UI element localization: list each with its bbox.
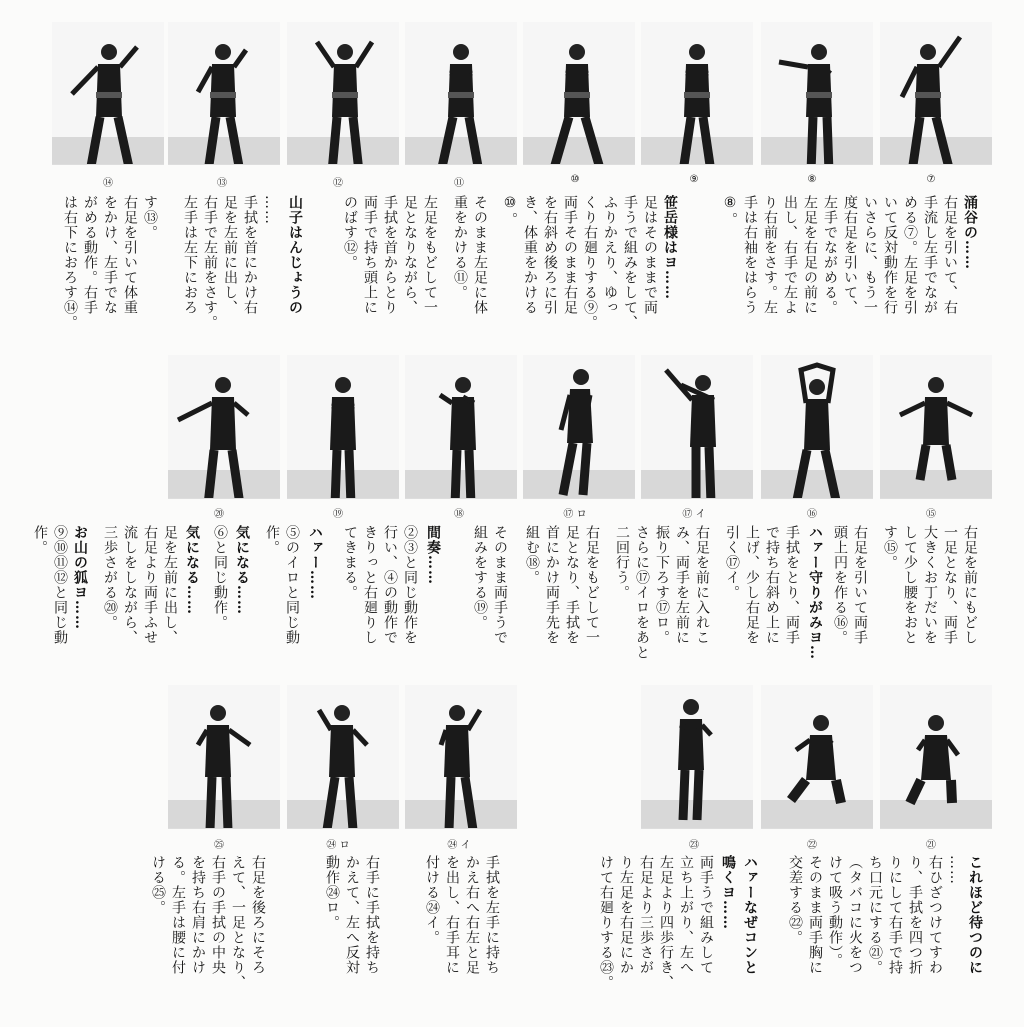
text-line: 右手に手拭を持ち <box>364 855 380 975</box>
text-line: み、両手を左前に <box>674 525 690 645</box>
text-line: 左足をもどして一 <box>422 195 438 315</box>
text-line: 動作㉔ロ。 <box>324 855 340 930</box>
text-line: をかけ、左手でな <box>102 195 118 315</box>
text-line: ふりかえり、ゆっ <box>602 195 618 315</box>
dance-photo-17ro <box>523 355 635 499</box>
text-line: 大きくお丁だいを <box>922 525 938 645</box>
dance-photo-13 <box>168 22 280 165</box>
text-line: 組みをする⑲。 <box>472 525 488 630</box>
text-line: 両手うで組みして <box>698 855 714 975</box>
text-line: 右ひざつけてすわ <box>927 855 943 975</box>
text-line: 足はそのままで両 <box>642 195 658 315</box>
text-line: 二回行う。 <box>614 525 630 600</box>
text-line: そのまま左足に体 <box>472 195 488 315</box>
section-title: ハァー守りがみヨ… <box>807 525 823 660</box>
text-line: のばす⑫。 <box>342 195 358 270</box>
section-title: 笹岳様はヨ…… <box>662 195 678 300</box>
photo-caption: ⑰ ロ <box>563 509 587 520</box>
dance-photo-8 <box>761 22 873 165</box>
text-line: ち口元にする㉑。 <box>867 855 883 975</box>
text-line: 右手の手拭の中央 <box>210 855 226 975</box>
section-title: これほど待つのに <box>967 855 983 975</box>
text-line: 手うで組みをして、 <box>622 195 638 330</box>
text-line: す⑮。 <box>882 525 898 570</box>
text-line: 右足を前に入れこ <box>694 525 710 645</box>
photo-caption: ⑳ <box>214 509 224 520</box>
section-title: 涌谷の…… <box>962 195 978 270</box>
photo-caption: ㉕ <box>214 840 224 851</box>
dance-photo-10 <box>523 22 635 165</box>
text-line: 右足を後ろにそろ <box>250 855 266 975</box>
text-line: り右前をさす。左 <box>762 195 778 315</box>
dance-photo-12 <box>287 22 399 165</box>
text-line: 流しをしながら、 <box>122 525 138 645</box>
text-line: そのまま両手うで <box>492 525 508 645</box>
text-line: 手拭を首からとり <box>382 195 398 315</box>
dance-photo-9 <box>641 22 753 165</box>
text-line: （タバコに火をつ <box>847 855 863 975</box>
text-line: 首にかけ両手先を <box>544 525 560 645</box>
text-line: 右足を引いて体重 <box>122 195 138 315</box>
section-title: ハァー…… <box>307 525 323 600</box>
photo-caption: ㉔ イ <box>447 840 471 851</box>
text-line: ⑧。 <box>722 195 738 227</box>
text-line: 足となり、手拭を <box>564 525 580 645</box>
text-line: 右足より三歩さが <box>638 855 654 975</box>
text-line: を出し、右手耳に <box>444 855 460 975</box>
text-line: ⑨⑩⑪⑫と同じ動 <box>52 525 68 645</box>
dance-photo-20 <box>168 355 280 499</box>
text-line: 手は右袖をはらう <box>742 195 758 315</box>
text-line: けて吸う動作）。 <box>827 855 843 968</box>
text-line: そのまま両手胸に <box>807 855 823 975</box>
text-line: 手拭を左手に持ち <box>484 855 500 975</box>
text-line: きりっと右廻りし <box>362 525 378 645</box>
text-line: 右手で左前をさす。 <box>202 195 218 330</box>
photo-caption: ⑩ <box>570 174 580 185</box>
dance-photo-24ro <box>287 685 399 829</box>
text-line: を持ち右肩にかけ <box>190 855 206 975</box>
section-title: 山子はんじょうの <box>287 195 303 315</box>
photo-caption: ㉑ <box>926 840 936 851</box>
text-line: 引く⑰イ。 <box>724 525 740 600</box>
text-line: 足となりながら、 <box>402 195 418 315</box>
section-title: 鳴くヨ…… <box>720 855 736 930</box>
photo-caption: ㉓ <box>689 840 699 851</box>
text-line: 一足となり、両手 <box>942 525 958 645</box>
text-line: 左手でながめる。 <box>822 195 838 315</box>
photo-caption: ⑪ <box>454 178 464 189</box>
text-line: 足を左前に出し、 <box>222 195 238 315</box>
dance-photo-21 <box>880 685 992 829</box>
text-line: 左足を右足の前に <box>802 195 818 315</box>
text-line: いさらに、もう一 <box>862 195 878 315</box>
text-line: 作。 <box>264 525 280 555</box>
text-line: 足を左前に出し、 <box>162 525 178 645</box>
dance-photo-7 <box>880 22 992 165</box>
text-line: 上げ、少し右足を <box>744 525 760 645</box>
text-line: 手流し左手でなが <box>922 195 938 315</box>
text-line: がめる動作。右手 <box>82 195 98 315</box>
text-line: して少し腰をおと <box>902 525 918 645</box>
dance-photo-11 <box>405 22 517 165</box>
photo-caption: ⑭ <box>103 178 113 189</box>
photo-caption: ⑯ <box>807 509 817 520</box>
text-line: かえ右へ右左と足 <box>464 855 480 975</box>
dance-photo-25 <box>168 685 280 829</box>
photo-caption: ⑨ <box>689 174 699 185</box>
photo-caption: ⑧ <box>807 174 817 185</box>
text-line: 頭上円を作る⑯。 <box>832 525 848 645</box>
text-line: 左手は左下におろ <box>182 195 198 315</box>
section-title: お山の狐ヨ…… <box>72 525 88 630</box>
dance-photo-23 <box>641 685 753 829</box>
text-line: り、手拭を四つ折 <box>907 855 923 975</box>
dance-photo-19 <box>287 355 399 499</box>
text-line: いて反対動作を行 <box>882 195 898 315</box>
dance-photo-17i <box>641 355 753 499</box>
section-title: ハァーなぜコンと <box>742 855 758 975</box>
section-heading <box>960 195 980 355</box>
text-line: 立ち上がり、左へ <box>678 855 694 975</box>
photo-caption: ⑬ <box>217 178 227 189</box>
text-line: てきまる。 <box>342 525 358 600</box>
text-line: り左足を右足にか <box>618 855 634 975</box>
text-line: 交差する㉒。 <box>787 855 803 945</box>
text-line: 三歩さがる⑳。 <box>102 525 118 630</box>
photo-caption: ⑲ <box>333 509 343 520</box>
text-line: 両手で持ち頭上に <box>362 195 378 315</box>
text-line: 重をかける⑪。 <box>452 195 468 300</box>
dance-photo-16 <box>761 355 873 499</box>
text-line: 左足より四歩行き、 <box>658 855 674 990</box>
photo-caption: ㉒ <box>807 840 817 851</box>
text-line: 出し、右手で左よ <box>782 195 798 315</box>
text-line: る。左手は腰に付 <box>170 855 186 975</box>
photo-caption: ㉔ ロ <box>326 840 350 851</box>
text-line: は右下におろす⑭。 <box>62 195 78 330</box>
text-line: 付ける㉔イ。 <box>424 855 440 945</box>
section-title: 間奏…… <box>425 525 441 585</box>
text-line: 右足をもどして一 <box>584 525 600 645</box>
photo-caption: ⑰ イ <box>682 509 706 520</box>
text-line: けて右廻りする㉓。 <box>598 855 614 990</box>
text-line: ⑥と同じ動作。 <box>212 525 228 630</box>
text-line: 右足を前にもどし <box>962 525 978 645</box>
section-title: 気になる…… <box>184 525 200 615</box>
text-line: き、体重をかける <box>522 195 538 315</box>
text-line: 両手そのまま右足 <box>562 195 578 315</box>
text-line: えて、一足となり、 <box>230 855 246 990</box>
text-line: ⑩。 <box>502 195 518 227</box>
text-line: 行い、④の動作で <box>382 525 398 645</box>
text-line: ⑤のイロと同じ動 <box>284 525 300 645</box>
text-line: 作。 <box>32 525 48 555</box>
text-line: で持ち右斜め上に <box>764 525 780 645</box>
photo-caption: ⑦ <box>926 174 936 185</box>
photo-caption: ⑫ <box>333 178 343 189</box>
text-line: 手拭をとり、両手 <box>784 525 800 645</box>
text-line: す⑬。 <box>142 195 158 240</box>
dance-photo-15 <box>880 355 992 499</box>
text-line: を右斜め後ろに引 <box>542 195 558 315</box>
text-line: ②③と同じ動作を <box>402 525 418 645</box>
section-title: 気になる…… <box>234 525 250 615</box>
text-line: 度右足を引いて、 <box>842 195 858 315</box>
dance-photo-22 <box>761 685 873 829</box>
text-line: める⑦。左足を引 <box>902 195 918 315</box>
text-line: …… <box>262 195 278 225</box>
text-line: 右足より両手ふせ <box>142 525 158 645</box>
text-line: 手拭を首にかけ右 <box>242 195 258 315</box>
text-line: 組む⑱。 <box>524 525 540 585</box>
photo-caption: ⑱ <box>454 509 464 520</box>
text-line: くり右廻りする⑨。 <box>582 195 598 330</box>
text-line: 右足を引いて、右 <box>942 195 958 315</box>
text-line: ける㉕。 <box>150 855 166 915</box>
text-line: …… <box>947 855 963 885</box>
text-line: 振り下ろす⑰ロ。 <box>654 525 670 645</box>
text-line: さらに⑰イロをあと <box>634 525 650 660</box>
text-line: かえて、左へ反対 <box>344 855 360 975</box>
text-line: 右足を引いて両手 <box>852 525 868 645</box>
dance-photo-24i <box>405 685 517 829</box>
dance-photo-14 <box>52 22 164 165</box>
text-line: りにして右手で持 <box>887 855 903 975</box>
dance-photo-18 <box>405 355 517 499</box>
photo-caption: ⑮ <box>926 509 936 520</box>
